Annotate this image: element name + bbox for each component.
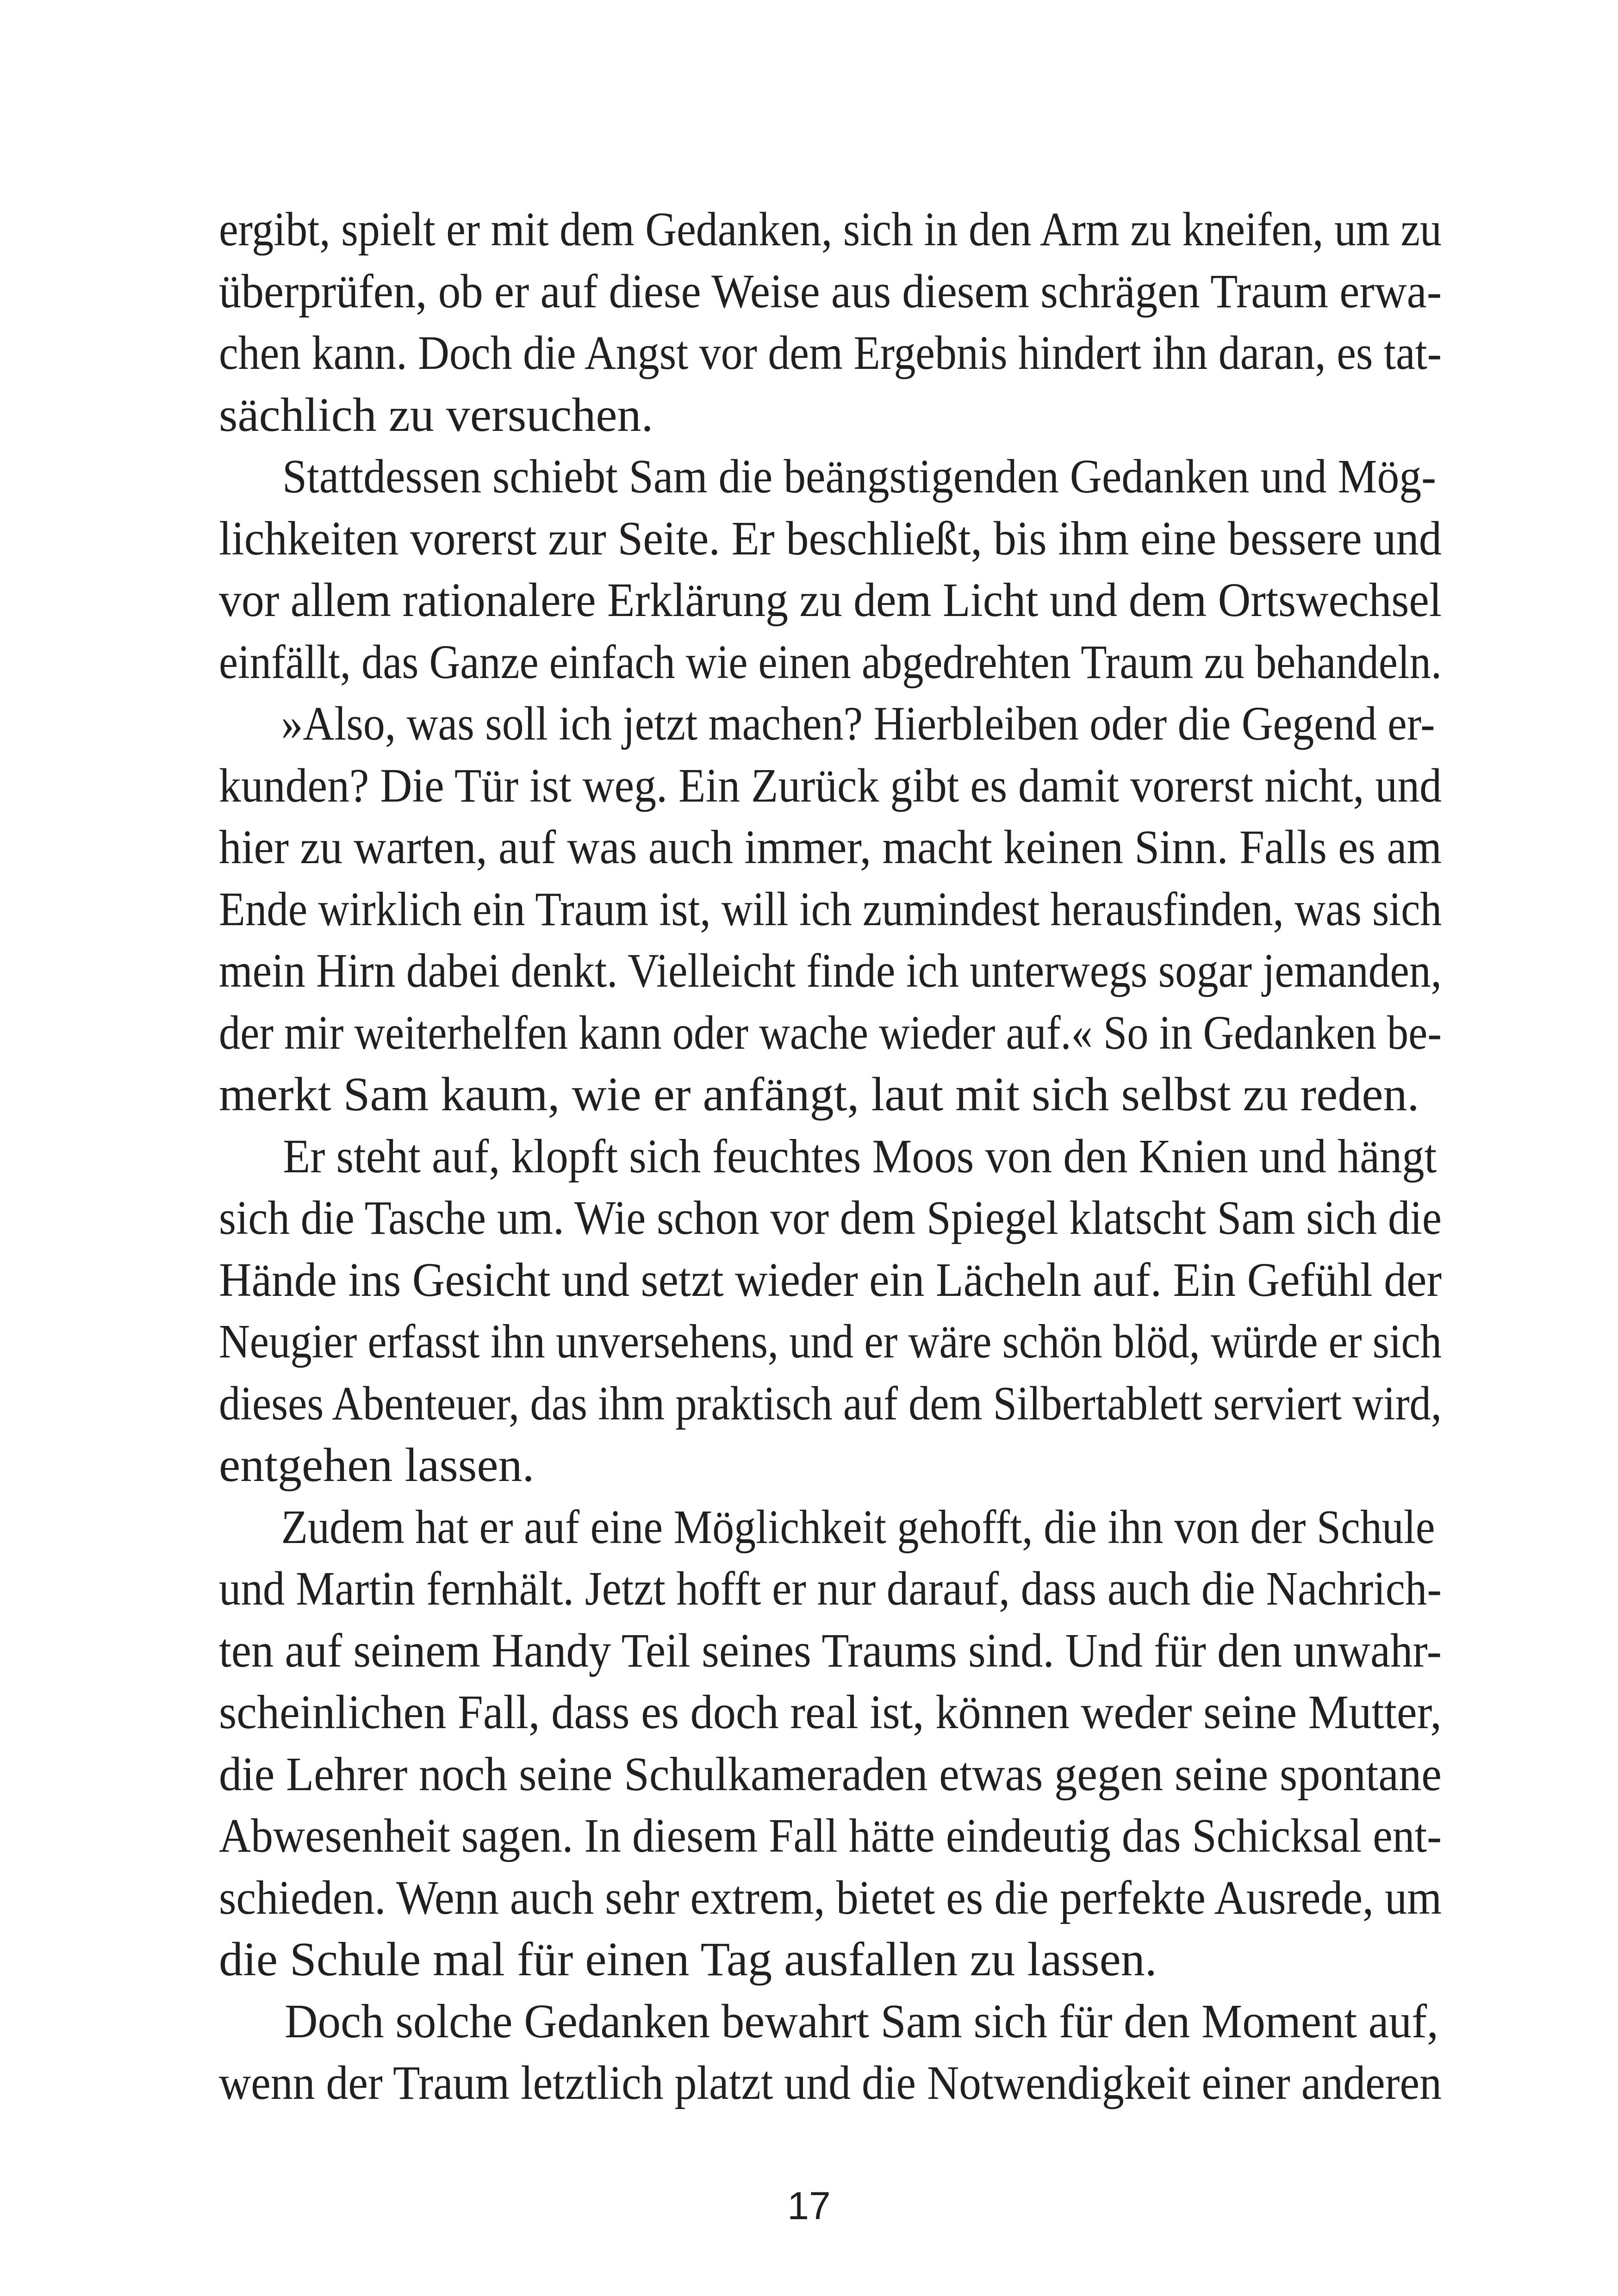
text-line: mein Hirn dabei denkt. Vielleicht finde ich unterwegs sogar jemanden, xyxy=(219,944,1442,997)
text-line: merkt Sam kaum, wie er anfängt, laut mit sich selbst zu reden. xyxy=(219,1068,1419,1121)
text-line: sich die Tasche um. Wie schon vor dem Spiegel klatscht Sam sich die xyxy=(219,1191,1442,1244)
text-line: Stattdessen schiebt Sam die beängstigenden Gedanken und Mög- xyxy=(282,450,1436,503)
text-line: Hände ins Gesicht und setzt wieder ein Lächeln auf. Ein Gefühl der xyxy=(219,1253,1442,1307)
text-line: die Schule mal für einen Tag ausfallen zu lassen. xyxy=(219,1933,1157,1986)
text-line: der mir weiterhelfen kann oder wache wieder auf.« So in Gedanken be- xyxy=(219,1006,1442,1059)
paragraph-2 xyxy=(219,446,1442,693)
paragraph-3 xyxy=(219,693,1442,1126)
text-line: Er steht auf, klopft sich feuchtes Moos von den Knien und hängt xyxy=(283,1129,1437,1183)
paragraph-1 xyxy=(219,199,1442,446)
text-line: Ende wirklich ein Traum ist, will ich zumindest herausfinden, was sich xyxy=(219,882,1442,936)
text-line: Neugier erfasst ihn unversehens, und er wäre schön blöd, würde er sich xyxy=(219,1315,1442,1368)
text-line: hier zu warten, auf was auch immer, macht keinen Sinn. Falls es am xyxy=(219,821,1442,874)
text-line: vor allem rationalere Erklärung zu dem Licht und dem Ortswechsel xyxy=(219,573,1442,627)
text-line: scheinlichen Fall, dass es doch real ist, können weder seine Mutter, xyxy=(219,1686,1442,1739)
text-line: dieses Abenteuer, das ihm praktisch auf dem Silbertablett serviert wird, xyxy=(219,1376,1442,1430)
paragraph-4 xyxy=(219,1126,1442,1496)
text-line: sächlich zu versuchen. xyxy=(219,388,653,442)
paragraph-5 xyxy=(219,1496,1442,1991)
page-number: 17 xyxy=(787,2184,831,2228)
paragraph-6 xyxy=(219,1991,1442,2114)
text-line: kunden? Die Tür ist weg. Ein Zurück gibt es damit vorerst nicht, und xyxy=(219,759,1442,812)
text-line: chen kann. Doch die Angst vor dem Ergebnis hindert ihn daran, es tat- xyxy=(219,326,1442,380)
text-line: einfällt, das Ganze einfach wie einen abgedrehten Traum zu behandeln. xyxy=(219,635,1442,689)
text-line: wenn der Traum letztlich platzt und die Notwendigkeit einer anderen xyxy=(219,2056,1442,2109)
text-line: ten auf seinem Handy Teil seines Traums sind. Und für den unwahr- xyxy=(219,1624,1442,1677)
text-line: Doch solche Gedanken bewahrt Sam sich für den Moment auf, xyxy=(284,1994,1438,2048)
text-line: entgehen lassen. xyxy=(219,1438,535,1492)
text-line: und Martin fernhält. Jetzt hofft er nur darauf, dass auch die Nachrich- xyxy=(219,1562,1442,1615)
text-line: Abwesenheit sagen. In diesem Fall hätte eindeutig das Schicksal ent- xyxy=(219,1809,1442,1862)
text-line: »Also, was soll ich jetzt machen? Hierbleiben oder die Gegend er- xyxy=(281,697,1435,750)
text-line: Zudem hat er auf eine Möglichkeit gehofft, die ihn von der Schule xyxy=(281,1500,1435,1554)
text-line: schieden. Wenn auch sehr extrem, bietet es die perfekte Ausrede, um xyxy=(219,1871,1442,1924)
body-text xyxy=(219,199,1442,2114)
text-line: ergibt, spielt er mit dem Gedanken, sich in den Arm zu kneifen, um zu xyxy=(219,203,1442,256)
text-line: überprüfen, ob er auf diese Weise aus diesem schrägen Traum erwa- xyxy=(219,264,1442,318)
text-line: die Lehrer noch seine Schulkameraden etwas gegen seine spontane xyxy=(219,1747,1442,1801)
text-line: lichkeiten vorerst zur Seite. Er beschließt, bis ihm eine bessere und xyxy=(219,511,1442,565)
